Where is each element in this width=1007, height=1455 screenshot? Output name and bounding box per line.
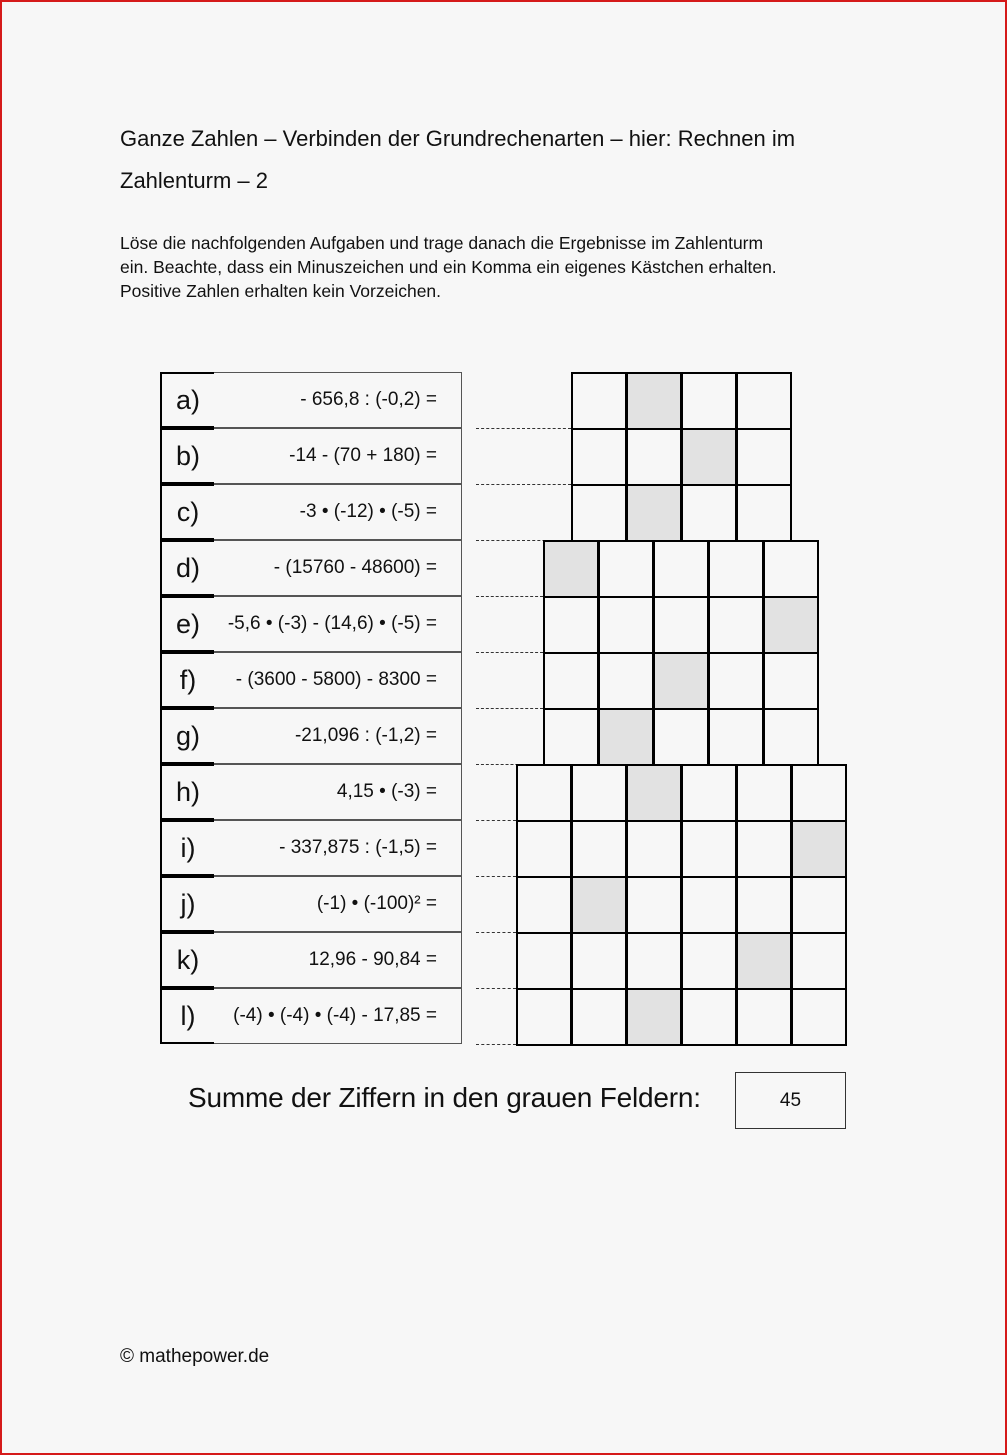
task-expression: - (3600 - 5800) - 8300 = <box>214 652 462 708</box>
dashed-guide-line <box>476 820 516 821</box>
task-label: d) <box>160 540 216 596</box>
dashed-guide-line <box>476 652 543 653</box>
answer-box-gray[interactable] <box>626 764 682 822</box>
answer-box-gray[interactable] <box>681 428 737 486</box>
title-line-1: Ganze Zahlen – Verbinden der Grundrechenarten – hier: Rechnen im <box>120 126 796 151</box>
answer-box[interactable] <box>516 932 572 990</box>
answer-box[interactable] <box>516 820 572 878</box>
task-expression: -21,096 : (-1,2) = <box>214 708 462 764</box>
answer-box[interactable] <box>571 988 627 1046</box>
instructions-line-1: Löse die nachfolgenden Aufgaben und trage danach die Ergebnisse im Zahlenturm <box>120 233 764 253</box>
task-label: b) <box>160 428 216 484</box>
answer-box[interactable] <box>708 596 764 654</box>
task-expression: 12,96 - 90,84 = <box>214 932 462 988</box>
dashed-guide-line <box>476 708 543 709</box>
answer-box[interactable] <box>571 428 627 486</box>
task-expression: - 337,875 : (-1,5) = <box>214 820 462 876</box>
answer-box[interactable] <box>681 988 737 1046</box>
answer-box-gray[interactable] <box>598 708 654 766</box>
answer-box[interactable] <box>736 820 792 878</box>
answer-box[interactable] <box>543 652 599 710</box>
answer-box[interactable] <box>681 764 737 822</box>
answer-box[interactable] <box>516 764 572 822</box>
dashed-guide-line <box>476 1044 516 1045</box>
instructions-line-2: ein. Beachte, dass ein Minuszeichen und ein Komma ein eigenes Kästchen erhalten. <box>120 257 777 277</box>
answer-box-gray[interactable] <box>626 988 682 1046</box>
answer-box[interactable] <box>516 988 572 1046</box>
answer-box-gray[interactable] <box>736 932 792 990</box>
dashed-guide-line <box>476 484 571 485</box>
answer-box[interactable] <box>653 540 709 598</box>
task-expression: -3 • (-12) • (-5) = <box>214 484 462 540</box>
task-label: f) <box>160 652 216 708</box>
answer-box[interactable] <box>543 596 599 654</box>
answer-box[interactable] <box>791 988 847 1046</box>
answer-box[interactable] <box>763 652 819 710</box>
answer-box[interactable] <box>626 876 682 934</box>
answer-box[interactable] <box>763 540 819 598</box>
answer-box[interactable] <box>571 484 627 542</box>
task-expression: (-4) • (-4) • (-4) - 17,85 = <box>214 988 462 1044</box>
answer-box[interactable] <box>571 932 627 990</box>
answer-box[interactable] <box>653 708 709 766</box>
instructions <box>120 231 920 303</box>
title-line-2: Zahlenturm – 2 <box>120 168 268 193</box>
answer-box[interactable] <box>681 932 737 990</box>
answer-box-gray[interactable] <box>626 372 682 430</box>
answer-box[interactable] <box>598 596 654 654</box>
task-label: g) <box>160 708 216 764</box>
answer-box-gray[interactable] <box>791 820 847 878</box>
task-label: e) <box>160 596 216 652</box>
answer-box-gray[interactable] <box>571 876 627 934</box>
task-label: j) <box>160 876 216 932</box>
task-expression: -5,6 • (-3) - (14,6) • (-5) = <box>214 596 462 652</box>
answer-box[interactable] <box>626 428 682 486</box>
answer-box[interactable] <box>626 820 682 878</box>
task-label: k) <box>160 932 216 988</box>
dashed-guide-line <box>476 428 571 429</box>
task-label: a) <box>160 372 216 428</box>
task-expression: 4,15 • (-3) = <box>214 764 462 820</box>
task-expression: -14 - (70 + 180) = <box>214 428 462 484</box>
answer-box[interactable] <box>736 876 792 934</box>
answer-box-gray[interactable] <box>626 484 682 542</box>
task-expression: (-1) • (-100)² = <box>214 876 462 932</box>
task-label: i) <box>160 820 216 876</box>
answer-box[interactable] <box>791 876 847 934</box>
dashed-guide-line <box>476 988 516 989</box>
task-label: l) <box>160 988 216 1044</box>
answer-box[interactable] <box>708 708 764 766</box>
answer-box[interactable] <box>681 876 737 934</box>
answer-box[interactable] <box>736 764 792 822</box>
worksheet-title <box>120 118 880 202</box>
dashed-guide-line <box>476 932 516 933</box>
task-expression: - 656,8 : (-0,2) = <box>214 372 462 428</box>
answer-box[interactable] <box>791 932 847 990</box>
answer-box[interactable] <box>681 372 737 430</box>
task-label: h) <box>160 764 216 820</box>
answer-box[interactable] <box>681 484 737 542</box>
instructions-line-3: Positive Zahlen erhalten kein Vorzeichen. <box>120 281 442 301</box>
answer-box[interactable] <box>571 764 627 822</box>
answer-box[interactable] <box>736 372 792 430</box>
dashed-guide-line <box>476 596 543 597</box>
copyright-footer: © mathepower.de <box>120 1346 270 1367</box>
answer-box[interactable] <box>736 484 792 542</box>
answer-box[interactable] <box>763 708 819 766</box>
sum-label: Summe der Ziffern in den grauen Feldern: <box>188 1082 701 1113</box>
answer-box[interactable] <box>791 764 847 822</box>
answer-box[interactable] <box>516 876 572 934</box>
task-label: c) <box>160 484 216 540</box>
answer-box[interactable] <box>681 820 737 878</box>
answer-box-gray[interactable] <box>543 540 599 598</box>
answer-box[interactable] <box>626 932 682 990</box>
answer-box[interactable] <box>571 372 627 430</box>
answer-box[interactable] <box>708 540 764 598</box>
answer-box[interactable] <box>598 540 654 598</box>
answer-box[interactable] <box>653 596 709 654</box>
answer-box[interactable] <box>598 652 654 710</box>
answer-box-gray[interactable] <box>763 596 819 654</box>
sum-answer-box[interactable]: 45 <box>735 1072 846 1129</box>
answer-box-gray[interactable] <box>653 652 709 710</box>
answer-box[interactable] <box>736 988 792 1046</box>
answer-box[interactable] <box>571 820 627 878</box>
answer-box[interactable] <box>736 428 792 486</box>
task-expression: - (15760 - 48600) = <box>214 540 462 596</box>
answer-box[interactable] <box>708 652 764 710</box>
answer-box[interactable] <box>543 708 599 766</box>
dashed-guide-line <box>476 876 516 877</box>
